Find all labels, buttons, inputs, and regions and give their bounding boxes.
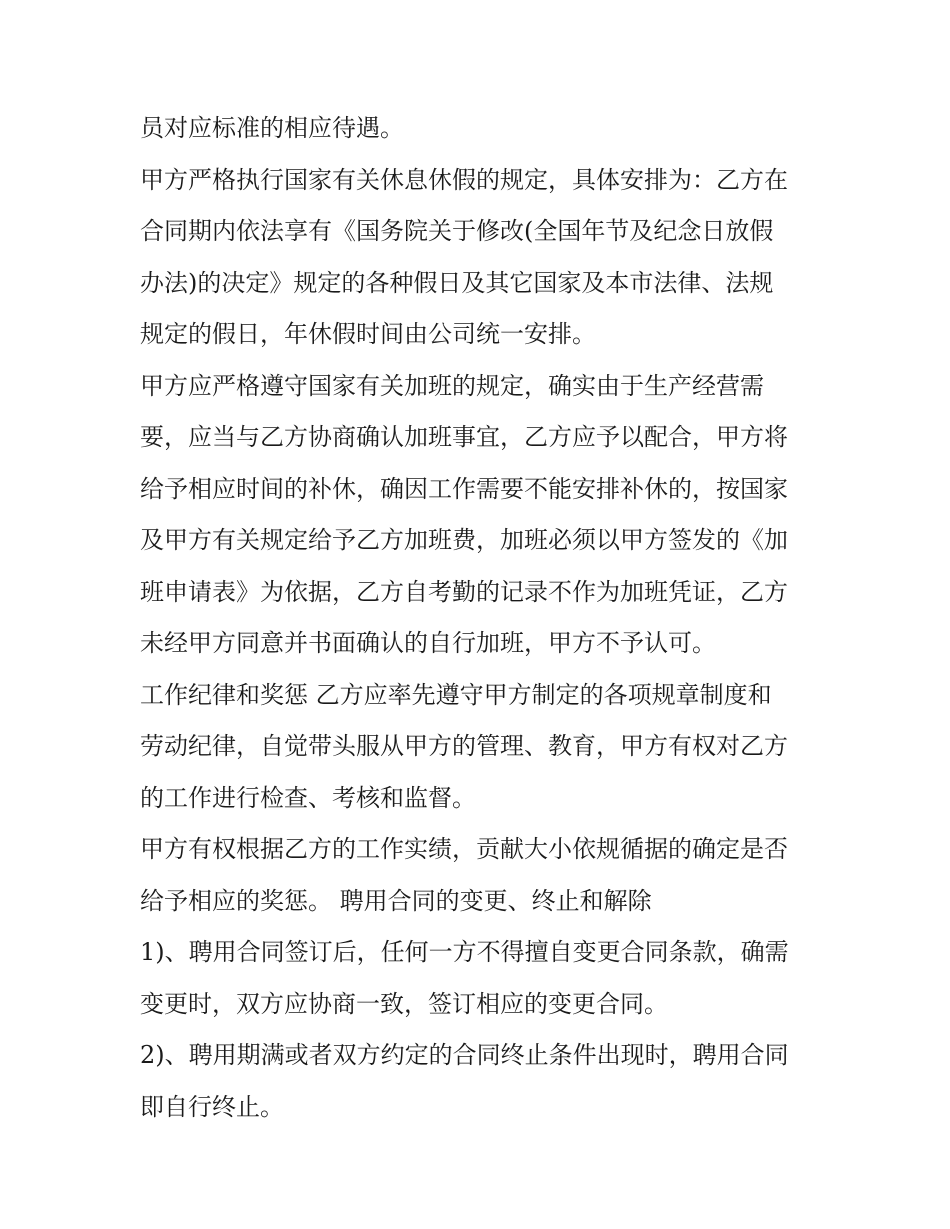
text-line: 未经甲方同意并书面确认的自行加班，甲方不予认可。 — [140, 629, 716, 657]
text-line: 要，应当与乙方协商确认加班事宜，乙方应予以配合，甲方将 — [140, 423, 788, 451]
text-line: 工作纪律和奖惩 乙方应率先遵守甲方制定的各项规章制度和 — [140, 680, 772, 709]
text-line: 即自行终止。 — [140, 1092, 284, 1121]
text-line: 变更时，双方应协商一致，签订相应的变更合同。 — [140, 989, 668, 1018]
text-line: 给予相应时间的补休，确因工作需要不能安排补休的，按国家 — [140, 474, 788, 503]
document-body — [140, 108, 820, 1138]
text-line: 员对应标准的相应待遇。 — [140, 114, 404, 142]
text-line: 甲方应严格遵守国家有关加班的规定，确实由于生产经营需 — [140, 371, 764, 400]
text-line: 甲方有权根据乙方的工作实绩，贡献大小依规循据的确定是否 — [140, 835, 788, 863]
text-line: 规定的假日，年休假时间由公司统一安排。 — [140, 320, 596, 348]
text-line: 的工作进行检查、考核和监督。 — [140, 783, 476, 812]
text-line: 给予相应的奖惩。 聘用合同的变更、终止和解除 — [140, 886, 652, 915]
text-line: 甲方严格执行国家有关休息休假的规定，具体安排为：乙方在 — [140, 165, 788, 194]
text-line: 2)、聘用期满或者双方约定的合同终止条件出现时，聘用合同 — [140, 1041, 789, 1069]
text-line: 劳动纪律，自觉带头服从甲方的管理、教育，甲方有权对乙方 — [140, 732, 788, 760]
text-line: 及甲方有关规定给予乙方加班费，加班必须以甲方签发的《加 — [140, 526, 788, 554]
text-line: 办法)的决定》规定的各种假日及其它国家及本市法律、法规 — [140, 268, 774, 297]
text-line: 班申请表》为依据，乙方自考勤的记录不作为加班凭证，乙方 — [140, 577, 788, 606]
text-line: 1)、聘用合同签订后，任何一方不得擅自变更合同条款，确需 — [140, 938, 789, 966]
text-line: 合同期内依法享有《国务院关于修改(全国年节及纪念日放假 — [140, 217, 774, 245]
